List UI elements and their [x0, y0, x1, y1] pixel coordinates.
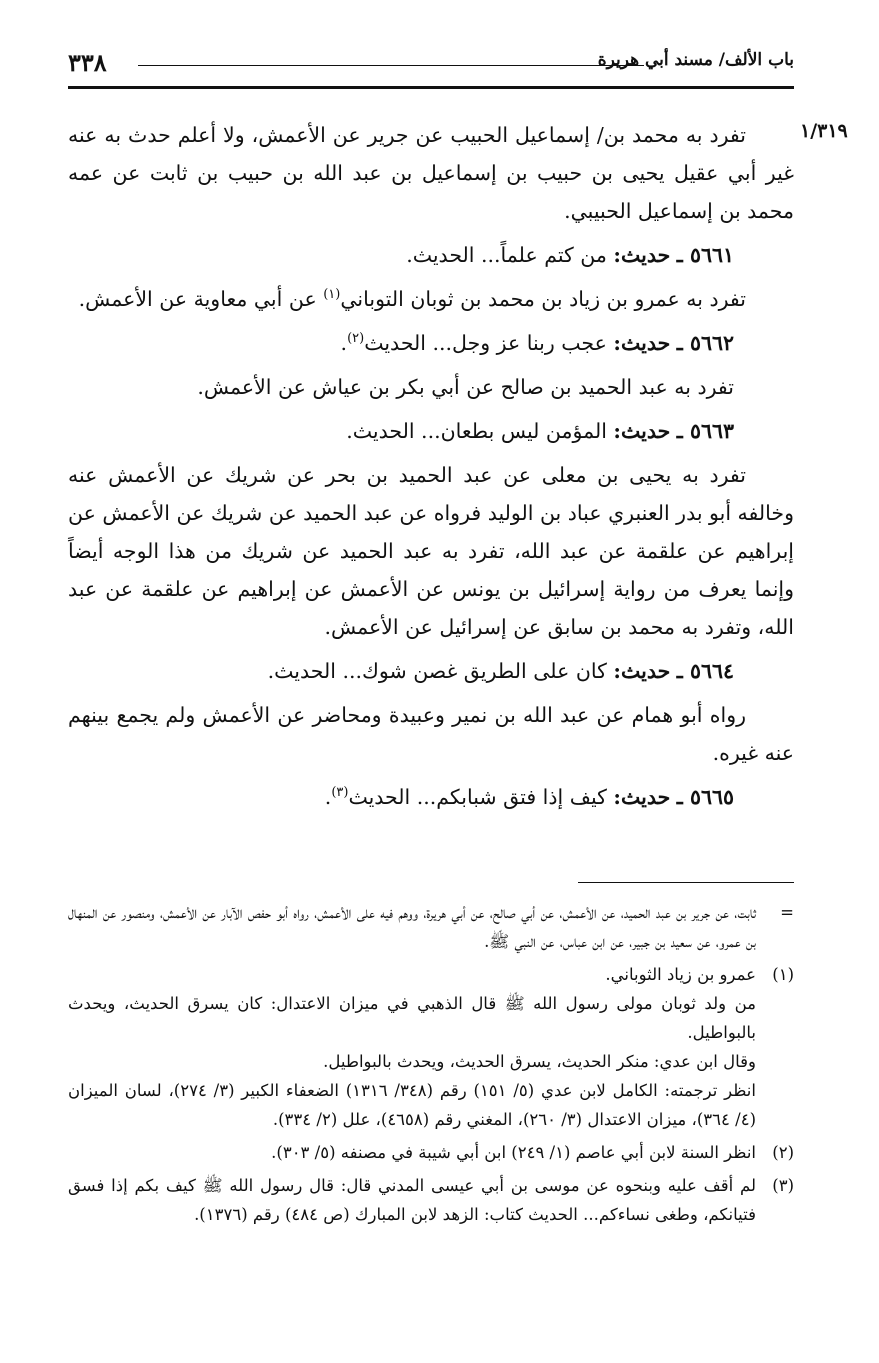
- top-rule: [68, 86, 794, 89]
- header-rule: [138, 65, 644, 66]
- hadith-keyword: حديث:: [613, 785, 671, 809]
- hadith-text: عجب ربنا عز وجل... الحديث: [364, 331, 607, 355]
- hadith-keyword: حديث:: [613, 419, 671, 443]
- footnote-mark: (٢): [772, 1143, 794, 1162]
- hadith-entry-5665: [68, 778, 794, 816]
- footnote-line: انظر السنة لابن أبي عاصم (١/ ٢٤٩) ابن أبي شيبة في مصنفه (٥/ ٣٠٣).: [271, 1143, 756, 1162]
- paragraph-text: تفرد به عمرو بن زياد بن محمد بن ثوبان التوباني: [340, 287, 746, 311]
- hadith-number: ٥٦٦٤ ـ: [676, 659, 734, 683]
- footnote-line: من ولد ثوبان مولى رسول الله ﷺ قال الذهبي في ميزان الاعتدال: كان يسرق الحديث، ويحدث بالبواطيل.: [68, 994, 756, 1042]
- margin-folio-note: ١/٣١٩: [800, 120, 848, 142]
- paragraph: رواه أبو همام عن عبد الله بن نمير وعبيدة ومحاضر عن الأعمش ولم يجمع بينهم عنه غيره.: [68, 703, 794, 765]
- hadith-text: المؤمن ليس بطعان... الحديث.: [346, 419, 607, 443]
- footnotes: [68, 898, 794, 1233]
- footnote-mark: (٣): [772, 1176, 794, 1195]
- footnote-mark: (١): [772, 965, 794, 984]
- paragraph: تفرد به يحيى بن معلى عن عبد الحميد بن بحر عن شريك عن الأعمش عنه وخالفه أبو بدر العنبري عباد بن الوليد فرواه عن عبد الحميد عن شريك عن الأعمش عن إبراهيم عن علقمة عن عبد الله، تفرد به عبد الحميد عن شريك من هذا الوجه أيضاً وإنما يعرف من رواية إسرائيل بن يونس عن الأعمش عن إبراهيم عن علقمة عن عبد الله، وتفرد به محمد بن سابق عن إسرائيل عن الأعمش.: [68, 463, 794, 639]
- footnote-line: انظر ترجمته: الكامل لابن عدي (٥/ ١٥١) رقم (٣٤٨/ ١٣١٦) الضعفاء الكبير (٣/ ٢٧٤)، لسان الميزان (٤/ ٣٦٤)، ميزان الاعتدال (٣/ ٢٦٠)، المغني رقم (٤٦٥٨)، علل (٢/ ٣٣٤).: [68, 1081, 756, 1129]
- paragraph: [68, 280, 794, 318]
- page-header: [68, 48, 794, 76]
- hadith-keyword: حديث:: [613, 331, 671, 355]
- footnote-ref: (١): [323, 287, 341, 303]
- hadith-text: كان على الطريق غصن شوك... الحديث.: [267, 659, 607, 683]
- hadith-keyword: حديث:: [613, 659, 671, 683]
- footnote-separator: [578, 882, 794, 883]
- footnote-line: ثابت، عن جرير بن عبد الحميد، عن الأعمش، عن أبي صالح، عن أبي هريرة، ووهم فيه على الأعمش، رواه أبو حفص الآبار عن الأعمش، ومنصور عن المنهال بن عمرو، عن سعيد بن جبير، عن ابن عباس، عن النبي ﷺ.: [68, 903, 756, 951]
- footnote-mark: =: [780, 903, 794, 922]
- hadith-keyword: حديث:: [613, 243, 671, 267]
- hadith-entry-5662: [68, 324, 794, 362]
- footnote-ref: (٣): [331, 785, 349, 801]
- main-text: [68, 116, 794, 822]
- footnote-line: عمرو بن زياد الثوباني.: [605, 965, 756, 984]
- footnote-ref: (٢): [347, 331, 365, 347]
- hadith-text: من كتم علماً... الحديث.: [406, 243, 607, 267]
- footnote-2: [68, 1138, 794, 1167]
- footnote-line: لم أقف عليه وبنحوه عن موسى بن أبي عيسى المدني قال: قال رسول الله ﷺ كيف بكم إذا فسق فتيانكم، وطغى نساءكم... الحديث كتاب: الزهد لابن المبارك (ص ٤٨٤) رقم (١٣٧٦).: [68, 1176, 756, 1224]
- hadith-end: .: [340, 331, 348, 355]
- hadith-text: كيف إذا فتق شبابكم... الحديث: [348, 785, 607, 809]
- running-title: باب الألف/ مسند أبي هريرة: [597, 50, 794, 70]
- hadith-number: ٥٦٦١ ـ: [676, 243, 734, 267]
- hadith-entry-5661: [68, 236, 794, 274]
- footnote-line: وقال ابن عدي: منكر الحديث، يسرق الحديث، ويحدث بالبواطيل.: [323, 1052, 756, 1071]
- hadith-entry-5663: [68, 412, 794, 450]
- hadith-number: ٥٦٦٢ ـ: [676, 331, 734, 355]
- hadith-end: .: [324, 785, 332, 809]
- hadith-number: ٥٦٦٣ ـ: [676, 419, 734, 443]
- paragraph: تفرد به عبد الحميد بن صالح عن أبي بكر بن عياش عن الأعمش.: [197, 375, 734, 399]
- page-number: ٣٣٨: [68, 48, 107, 77]
- hadith-number: ٥٦٦٥ ـ: [676, 785, 734, 809]
- footnote-3: [68, 1171, 794, 1229]
- footnote-1: [68, 960, 794, 1134]
- paragraph: تفرد به محمد بن/ إسماعيل الحبيب عن جرير عن الأعمش، ولا أعلم حدث به عنه غير أبي عقيل يحيى بن حبيب بن إسماعيل بن عبد الله بن حبيب بن ثابت عن عمه محمد بن إسماعيل الحبيبي.: [68, 123, 794, 223]
- hadith-entry-5664: [68, 652, 794, 690]
- footnote-continued: [68, 898, 794, 956]
- paragraph-text: عن أبي معاوية عن الأعمش.: [78, 287, 324, 311]
